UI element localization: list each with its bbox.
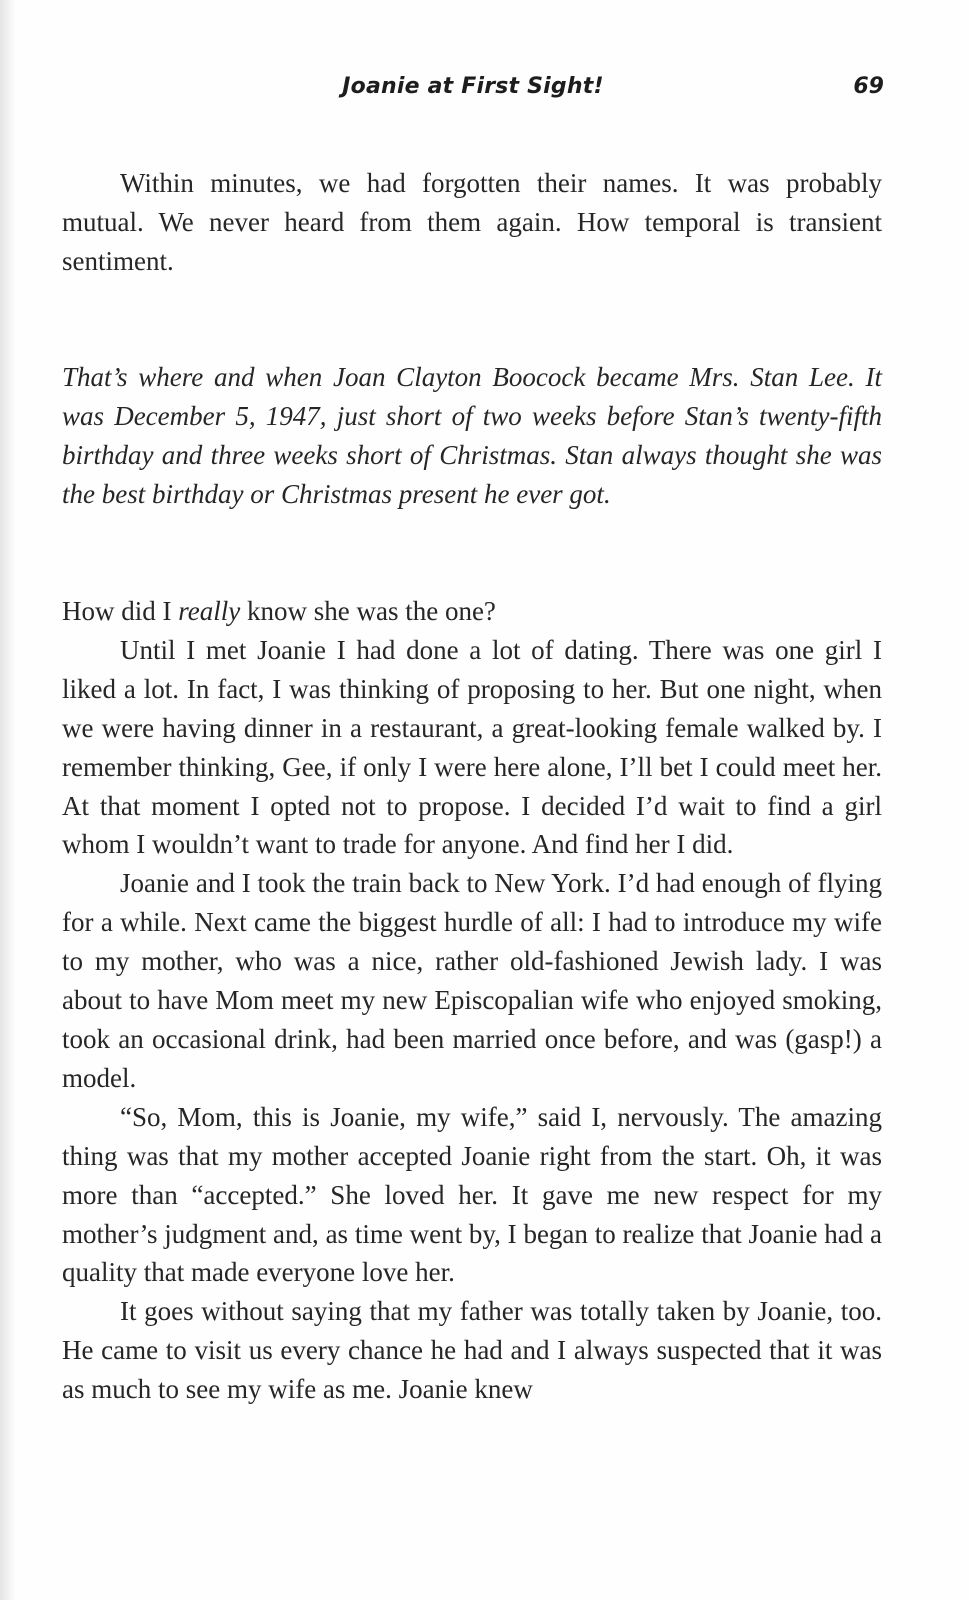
page-number: 69 (853, 74, 884, 99)
running-head (62, 74, 884, 112)
paragraph-mom: “So, Mom, this is Joanie, my wife,” said I, nervously. The amazing thing was that my mother accepted Joanie right from the start. Oh, it was more than “accepted.” She loved her. It gave me new respect for my mother’s judgment and, as time went by, I began to realize that Joanie had a quality that made everyone love her. (62, 1101, 882, 1288)
page-gutter-shadow (0, 0, 16, 1600)
chapter-title: Joanie at First Sight! (342, 74, 604, 99)
paragraph-father: It goes without saying that my father was totally taken by Joanie, too. He came to visit us every chance he had and I always suspected that it was as much to see my wife as me. Joanie knew (62, 1296, 882, 1405)
italic-note-paragraph: That’s where and when Joan Clayton Boocock became Mrs. Stan Lee. It was December 5, 1947, just short of two weeks before Stan’s twenty-fifth birthday and three weeks short of Christmas. Stan always thought she was the best birthday or Christmas present he ever got. (62, 362, 882, 509)
main-text-block (62, 592, 882, 1409)
question-after: know she was the one? (240, 596, 496, 626)
question-paragraph (62, 592, 882, 631)
question-before: How did I (62, 596, 179, 626)
italic-note-block (62, 358, 882, 514)
question-emphasis: really (178, 596, 241, 626)
opening-text-block (62, 164, 882, 281)
paragraph-train: Joanie and I took the train back to New York. I’d had enough of flying for a while. Next came the biggest hurdle of all: I had to introduce my wife to my mother, who was a nice, rather old-fashioned Jewish lady. I was about to have Mom meet my new Episcopalian wife who enjoyed smoking, took an occasional drink, had been married once before, and was (gasp!) a model. (62, 868, 882, 1093)
opening-paragraph: Within minutes, we had forgotten their names. It was probably mutual. We never heard from them again. How temporal is transient sentiment. (62, 168, 882, 276)
paragraph-dating: Until I met Joanie I had done a lot of dating. There was one girl I liked a lot. In fact, I was thinking of proposing to her. But one night, when we were having dinner in a restaurant, a great-looking female walked by. I remember thinking, Gee, if only I were here alone, I’ll bet I could meet her. At that moment I opted not to propose. I decided I’d wait to find a girl whom I wouldn’t want to trade for anyone. And find her I did. (62, 634, 882, 860)
